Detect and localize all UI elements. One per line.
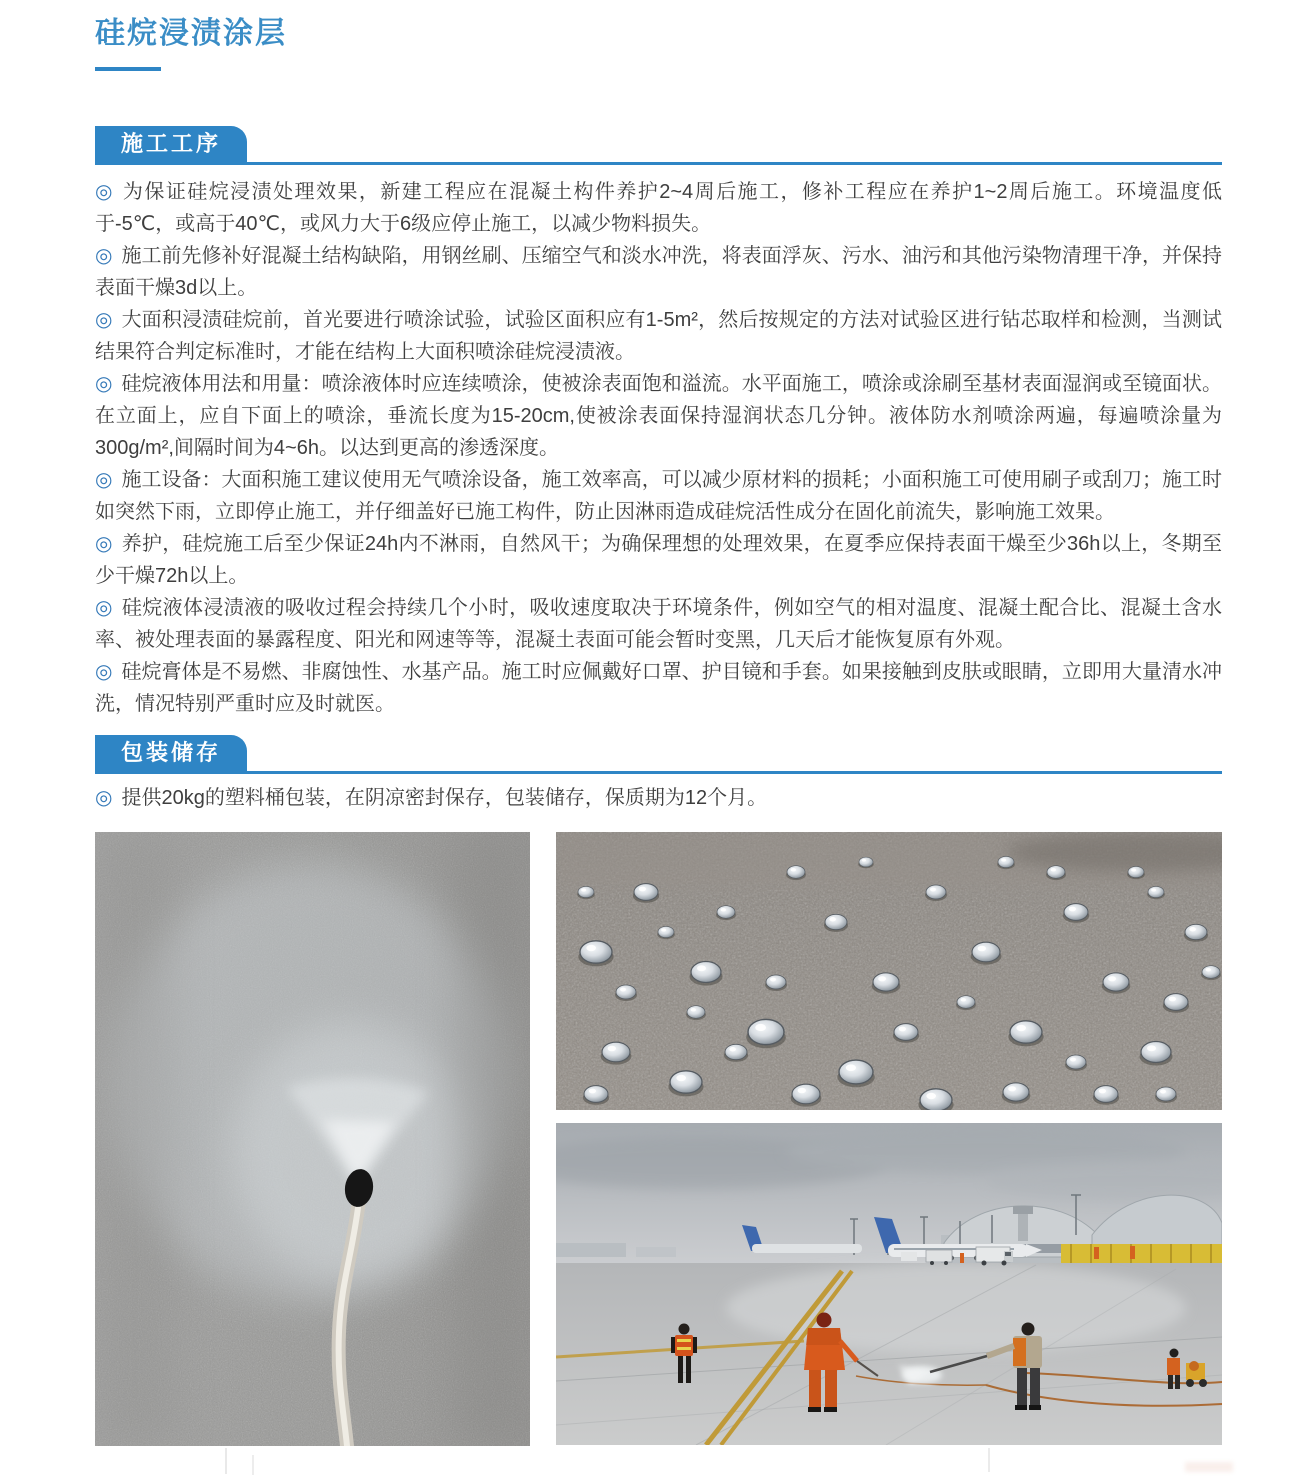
- page-bottom-artifact: [988, 1448, 990, 1472]
- page-bottom-artifact: [252, 1455, 254, 1475]
- bullet-paragraph: [95, 240, 1222, 304]
- bullet-paragraph: [95, 592, 1222, 656]
- bullet-icon: ◎: [95, 373, 113, 395]
- bullet-paragraph: [95, 176, 1222, 240]
- bullet-icon: ◎: [95, 469, 113, 491]
- bullet-icon: ◎: [95, 533, 113, 555]
- paragraph-text: 提供20kg的塑料桶包装，在阴凉密封保存，包装储存，保质期为12个月。: [121, 787, 768, 809]
- spray-wall-illustration: [95, 832, 530, 1446]
- paragraph-text: 施工前先修补好混凝土结构缺陷，用钢丝刷、压缩空气和淡水冲洗，将表面浮灰、污水、油污和其他污染物清理干净，并保持表面干燥3d以上。: [95, 245, 1223, 299]
- page-bottom-artifact: [1185, 1462, 1233, 1472]
- hydrophobic-droplets-photo: [556, 832, 1222, 1110]
- bullet-icon: ◎: [95, 787, 113, 809]
- page-bottom-artifact: [225, 1448, 227, 1474]
- section-heading-construction-process: 施工工序: [95, 126, 247, 162]
- airport-illustration: [556, 1123, 1222, 1445]
- construction-process-text: [95, 176, 1222, 720]
- bullet-paragraph: [95, 782, 1222, 814]
- bullet-paragraph: [95, 528, 1222, 592]
- section-rule: [95, 162, 1222, 165]
- paragraph-text: 硅烷液体用法和用量：喷涂液体时应连续喷涂，使被涂表面饱和溢流。水平面施工，喷涂或涂刷至基材表面湿润或至镜面状。在立面上，应自下面上的喷涂，垂流长度为15-20cm,使被涂表面保持湿润状态几分钟。液体防水剂喷涂两遍，每遍喷涂量为300g/m²,间隔时间为4~6h。以达到更高的渗透深度。: [95, 373, 1223, 459]
- bullet-icon: ◎: [95, 245, 113, 267]
- control-tower: [1018, 1211, 1028, 1241]
- bullet-icon: ◎: [95, 181, 114, 203]
- bullet-paragraph: [95, 656, 1222, 720]
- silane-spray-wall-photo: [95, 832, 530, 1446]
- yellow-barrier-fence: [1061, 1244, 1222, 1263]
- wet-sheen: [726, 1263, 1186, 1353]
- droplets-illustration: [556, 832, 1222, 1110]
- title-underline: [95, 67, 161, 71]
- packaging-storage-text: [95, 782, 1222, 814]
- bullet-paragraph: [95, 304, 1222, 368]
- bullet-paragraph: [95, 464, 1222, 528]
- paragraph-text: 养护，硅烷施工后至少保证24h内不淋雨，自然风干；为确保理想的处理效果，在夏季应保持表面干燥至少36h以上，冬期至少干燥72h以上。: [95, 533, 1222, 587]
- bullet-paragraph: [95, 368, 1222, 464]
- section-rule: [95, 771, 1222, 774]
- bullet-icon: ◎: [95, 597, 113, 619]
- bullet-icon: ◎: [95, 661, 113, 683]
- airport-apron-spraying-photo: [556, 1123, 1222, 1445]
- bullet-icon: ◎: [95, 309, 113, 331]
- section-heading-packaging-storage: 包装储存: [95, 735, 247, 771]
- paragraph-text: 硅烷液体浸渍液的吸收过程会持续几个小时，吸收速度取决于环境条件，例如空气的相对温度、混凝土配合比、混凝土含水率、被处理表面的暴露程度、阳光和网速等等，混凝土表面可能会暂时变黑，几天后才能恢复原有外观。: [95, 597, 1223, 651]
- paragraph-text: 施工设备：大面积施工建议使用无气喷涂设备，施工效率高，可以减少原材料的损耗；小面积施工可使用刷子或刮刀；施工时如突然下雨，立即停止施工，并仔细盖好已施工构件，防止因淋雨造成硅烷活性成分在固化前流失，影响施工效果。: [95, 469, 1223, 523]
- paragraph-text: 大面积浸渍硅烷前，首光要进行喷涂试验，试验区面积应有1-5m²，然后按规定的方法对试验区进行钻芯取样和检测，当测试结果符合判定标准时，才能在结构上大面积喷涂硅烷浸渍液。: [95, 309, 1222, 363]
- paragraph-text: 硅烷膏体是不易燃、非腐蚀性、水基产品。施工时应佩戴好口罩、护目镜和手套。如果接触到皮肤或眼睛，立即用大量清水冲洗，情况特别严重时应及时就医。: [95, 661, 1223, 715]
- page-title: 硅烷浸渍涂层: [95, 17, 287, 50]
- paragraph-text: 为保证硅烷浸渍处理效果，新建工程应在混凝土构件养护2~4周后施工，修补工程应在养护1~2周后施工。环境温度低于-5℃，或高于40℃，或风力大于6级应停止施工，以减少物料损失。: [95, 181, 1222, 235]
